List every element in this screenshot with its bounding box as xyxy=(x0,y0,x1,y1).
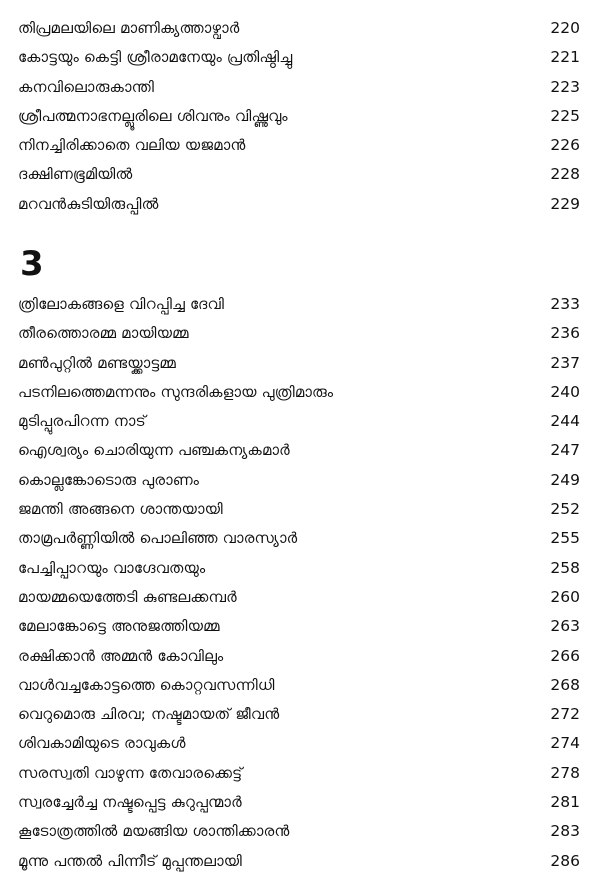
toc-entry xyxy=(18,131,580,160)
toc-entry-page-number: 237 xyxy=(550,353,580,372)
toc-entry-title: തീരത്തൊരമ്മ മായിയമ്മ xyxy=(18,324,189,343)
toc-entry xyxy=(18,700,580,729)
toc-entry-title: ജമന്തി അങ്ങനെ ശാന്തയായി xyxy=(18,500,223,519)
toc-entry-title: താമ്രപർണ്ണിയിൽ പൊലിഞ്ഞ വാരസ്യാർ xyxy=(18,529,298,548)
toc-entry xyxy=(18,554,580,583)
toc-entry-page-number: 228 xyxy=(550,165,580,184)
toc-entry-page-number: 263 xyxy=(550,617,580,636)
toc-entry xyxy=(18,190,580,219)
toc-entry-page-number: 272 xyxy=(550,705,580,724)
toc-entry xyxy=(18,378,580,407)
toc-entry xyxy=(18,524,580,553)
toc-entry xyxy=(18,612,580,641)
toc-entry xyxy=(18,847,580,876)
toc-entry xyxy=(18,642,580,671)
toc-entry xyxy=(18,729,580,758)
toc-entry xyxy=(18,759,580,788)
toc-section-3 xyxy=(18,290,580,876)
toc-entry-title: ത്രിലോകങ്ങളെ വിറപ്പിച്ച ദേവി xyxy=(18,295,225,313)
toc-entry-page-number: 221 xyxy=(550,48,580,67)
toc-entry-title: കോട്ടയും കെട്ടി ശ്രീരാമനേയും പ്രതിഷ്ഠിച്ചു xyxy=(18,48,293,67)
toc-entry-title: മൺപുറ്റിൽ മണ്ടയ്ക്കാട്ടമ്മ xyxy=(18,353,177,372)
section-heading: 3 xyxy=(20,244,44,284)
toc-entry-page-number: 258 xyxy=(550,558,580,577)
toc-entry xyxy=(18,788,580,817)
toc-entry xyxy=(18,102,580,131)
toc-entry-title: പേച്ചിപ്പാറയും വാഗ്ദേവതയും xyxy=(18,558,206,577)
toc-entry-title: മറവൻകുടിയിരുപ്പിൽ xyxy=(18,194,159,213)
toc-entry-page-number: 252 xyxy=(550,500,580,519)
toc-entry xyxy=(18,349,580,378)
toc-entry-title: ശിവകാമിയുടെ രാവുകൾ xyxy=(18,734,186,753)
toc-entry xyxy=(18,466,580,495)
toc-entry xyxy=(18,671,580,700)
toc-entry xyxy=(18,43,580,72)
toc-entry-title: ഐശ്വര്യം ചൊരിയുന്ന പഞ്ചകന്യകമാർ xyxy=(18,441,290,460)
toc-entry-title: വാൾവച്ചകോട്ടത്തെ കൊറ്റവസന്നിധി xyxy=(18,675,275,694)
toc-entry-title: മൂന്നു പന്തൽ പിന്നീട് മുപ്പന്തലായി xyxy=(18,851,242,870)
toc-entry xyxy=(18,407,580,436)
toc-entry-page-number: 260 xyxy=(550,587,580,606)
toc-entry-title: കൂടോത്രത്തിൽ മയങ്ങിയ ശാന്തിക്കാരൻ xyxy=(18,822,290,841)
toc-entry-page-number: 247 xyxy=(550,441,580,460)
toc-entry-title: കനവിലൊരുകാന്തി xyxy=(18,77,155,96)
toc-entry-title: മുടിപ്പുരപിറന്ന നാട് xyxy=(18,412,146,431)
toc-entry-page-number: 226 xyxy=(550,136,580,155)
toc-entry-title: പടനിലത്തെമന്നനും സുന്ദരികളായ പുത്രിമാരും xyxy=(18,382,334,401)
toc-entry xyxy=(18,436,580,465)
toc-entry-title: സരസ്വതി വാഴുന്ന തേവാരക്കെട്ട് xyxy=(18,763,243,782)
toc-entry-page-number: 268 xyxy=(550,675,580,694)
toc-entry-title: സ്വരച്ചേർച്ച നഷ്ടപ്പെട്ട കുറുപ്പന്മാർ xyxy=(18,793,242,812)
toc-entry-title: രക്ഷിക്കാൻ അമ്മൻ കോവിലും xyxy=(18,646,224,665)
toc-entry-page-number: 233 xyxy=(550,295,580,313)
toc-entry-page-number: 220 xyxy=(550,19,580,37)
toc-entry-page-number: 266 xyxy=(550,646,580,665)
toc-entry-title: ദക്ഷിണഭൂമിയിൽ xyxy=(18,165,133,184)
toc-entry xyxy=(18,319,580,348)
toc-entry-page-number: 236 xyxy=(550,324,580,343)
toc-entry xyxy=(18,14,580,43)
toc-entry-title: മായമ്മയെത്തേടി കുണ്ടലക്കമ്പർ xyxy=(18,587,237,606)
toc-entry-page-number: 286 xyxy=(550,851,580,870)
toc-entry-page-number: 281 xyxy=(550,793,580,812)
toc-entry xyxy=(18,583,580,612)
toc-entry xyxy=(18,290,580,319)
toc-entry xyxy=(18,495,580,524)
toc-entry-page-number: 225 xyxy=(550,106,580,125)
toc-entry-page-number: 274 xyxy=(550,734,580,753)
toc-entry-page-number: 223 xyxy=(550,77,580,96)
toc-entry-page-number: 278 xyxy=(550,763,580,782)
toc-entry-page-number: 249 xyxy=(550,470,580,489)
toc-section-2-continued xyxy=(18,14,580,219)
toc-entry xyxy=(18,73,580,102)
toc-entry-title: തിപ്രമലയിലെ മാണിക്യത്താഴ്വാർ xyxy=(18,19,240,37)
toc-entry-title: മേലാങ്കോട്ടെ അനുജത്തിയമ്മ xyxy=(18,617,220,636)
toc-entry-page-number: 240 xyxy=(550,382,580,401)
toc-entry-title: കൊല്ലങ്കോടൊരു പുരാണം xyxy=(18,470,200,489)
toc-entry-page-number: 283 xyxy=(550,822,580,841)
toc-entry xyxy=(18,160,580,189)
toc-entry-page-number: 229 xyxy=(550,194,580,213)
toc-entry-page-number: 244 xyxy=(550,412,580,431)
toc-entry-title: നിനച്ചിരിക്കാതെ വലിയ യജമാൻ xyxy=(18,136,246,155)
toc-entry-title: ശ്രീപത്മനാഭനല്ലൂരിലെ ശിവനും വിഷ്ണുവും xyxy=(18,106,288,125)
toc-entry-page-number: 255 xyxy=(550,529,580,548)
toc-entry xyxy=(18,817,580,846)
toc-entry-title: വെറുമൊരു ചിരവ; നഷ്ടമായത് ജീവൻ xyxy=(18,705,280,724)
